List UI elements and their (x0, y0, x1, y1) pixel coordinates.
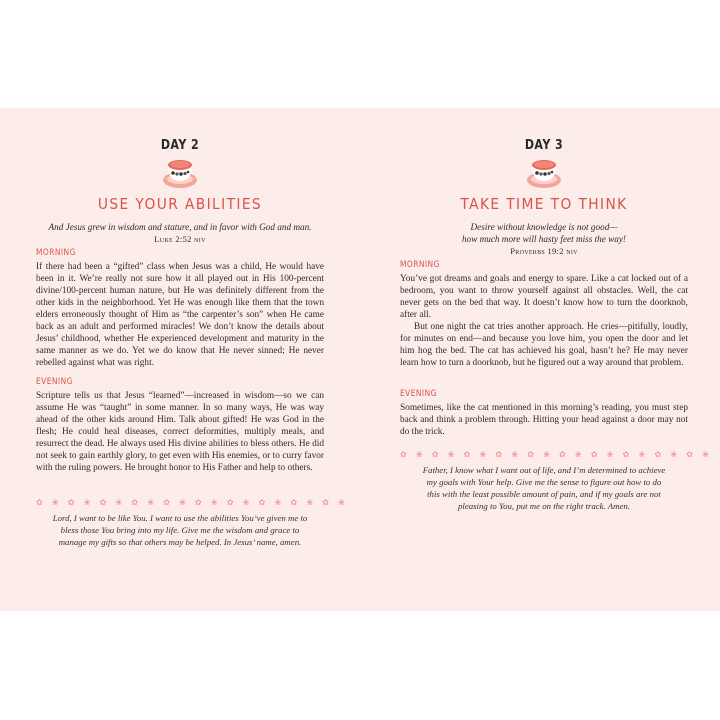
day-label: DAY 3 (524, 138, 564, 153)
morning-label: MORNING (400, 260, 440, 270)
evening-reading (36, 390, 324, 474)
scripture-verse-line-1: Desire without knowledge is not good— (470, 222, 618, 232)
evening-label: EVENING (400, 389, 437, 399)
morning-paragraph: But one night the cat tries another approach. He cries—pitifully, loudly, for minutes on end—and because you love him, you open the door and let him hog the bed. The cat has achieved his goal, hasn’t he? He may never learn how to turn a doorknob, but he figured out a way around that problem. (400, 322, 688, 368)
devotion-title: USE YOUR ABILITIES (97, 195, 263, 213)
prayer-text: Father, I know what I want out of life, and I’m determined to achieve my goals with Your help. Give me the sense to figure out how to do this with the least possible amount of pain, and if my goals are not pleasing to You, put me on the right track. Amen. (422, 465, 666, 511)
prayer-text: Lord, I want to be like You. I want to use the abilities You’ve given me to bless those You bring into my life. Give me the wisdom and grace to manage my gifts so that others may be helped. In Jesus’ name, amen. (52, 513, 308, 547)
evening-paragraph: Sometimes, like the cat mentioned in this morning’s reading, you must step back and think a problem through. Hitting your head against a door may not do the trick. (400, 403, 688, 437)
morning-label: MORNING (36, 248, 76, 258)
morning-reading (400, 273, 688, 369)
book-spread (0, 108, 720, 611)
scripture-verse-line-2: how much more will hasty feet miss the way! (462, 234, 626, 244)
morning-reading (36, 261, 324, 369)
scripture-verse: And Jesus grew in wisdom and stature, and in favor with God and man. (48, 222, 312, 232)
flower-divider-icon: ✿ ❀ ✿ ❀ ✿ ❀ ✿ ❀ ✿ ❀ ✿ ❀ ✿ ❀ ✿ ❀ ✿ ❀ ✿ ❀ (36, 498, 349, 507)
day-label: DAY 2 (160, 138, 200, 153)
morning-paragraph: If there had been a “gifted” class when Jesus was a child, He would have been in it. We’re really not sure how it all played out in His 100-percent divine/100-percent human nature, but He was definitely different from the other kids in the neighborhood. Yet He was enough like them that the town elders erroneously thought of Him as “the carpenter’s son” when He came back as an adult and performed miracles! We don’t know the details about Jesus’ childhood, whether He experienced development and maturity in the same manner as we do. Yet we do know that He never sinned; He never rebelled against what was right. (36, 262, 324, 368)
morning-paragraph: You’ve got dreams and goals and energy to spare. Like a cat locked out of a bedroom, you want to throw yourself against all obstacles. Well, the cat never gets on the bed that way. It doesn’t know how to turn the doorknob, after all. (400, 274, 688, 320)
evening-label: EVENING (36, 377, 73, 387)
scripture-reference: Luke 2:52 niv (154, 234, 206, 244)
flower-divider-icon: ✿ ❀ ✿ ❀ ✿ ❀ ✿ ❀ ✿ ❀ ✿ ❀ ✿ ❀ ✿ ❀ ✿ ❀ ✿ ❀ (400, 450, 713, 459)
devotion-title: TAKE TIME TO THINK (460, 195, 628, 213)
evening-paragraph: Scripture tells us that Jesus “learned”—increased in wisdom—so we can assume He was “taught” in some manner. In so many ways, He was way ahead of the other kids around Him. Talk about gifted! He was God in the flesh; He could heal diseases, correct deformities, multiply meals, and resurrect the dead. He always used His divine abilities to bless others. He did not seek to gain earthly glory, to get even with His enemies, or to curry favor with the ruling powers. He brought honor to His Father and help to others. (36, 391, 324, 473)
scripture-reference: Proverbs 19:2 niv (510, 246, 578, 256)
teacup-icon (161, 156, 199, 190)
teacup-icon (525, 156, 563, 190)
evening-reading (400, 402, 688, 438)
